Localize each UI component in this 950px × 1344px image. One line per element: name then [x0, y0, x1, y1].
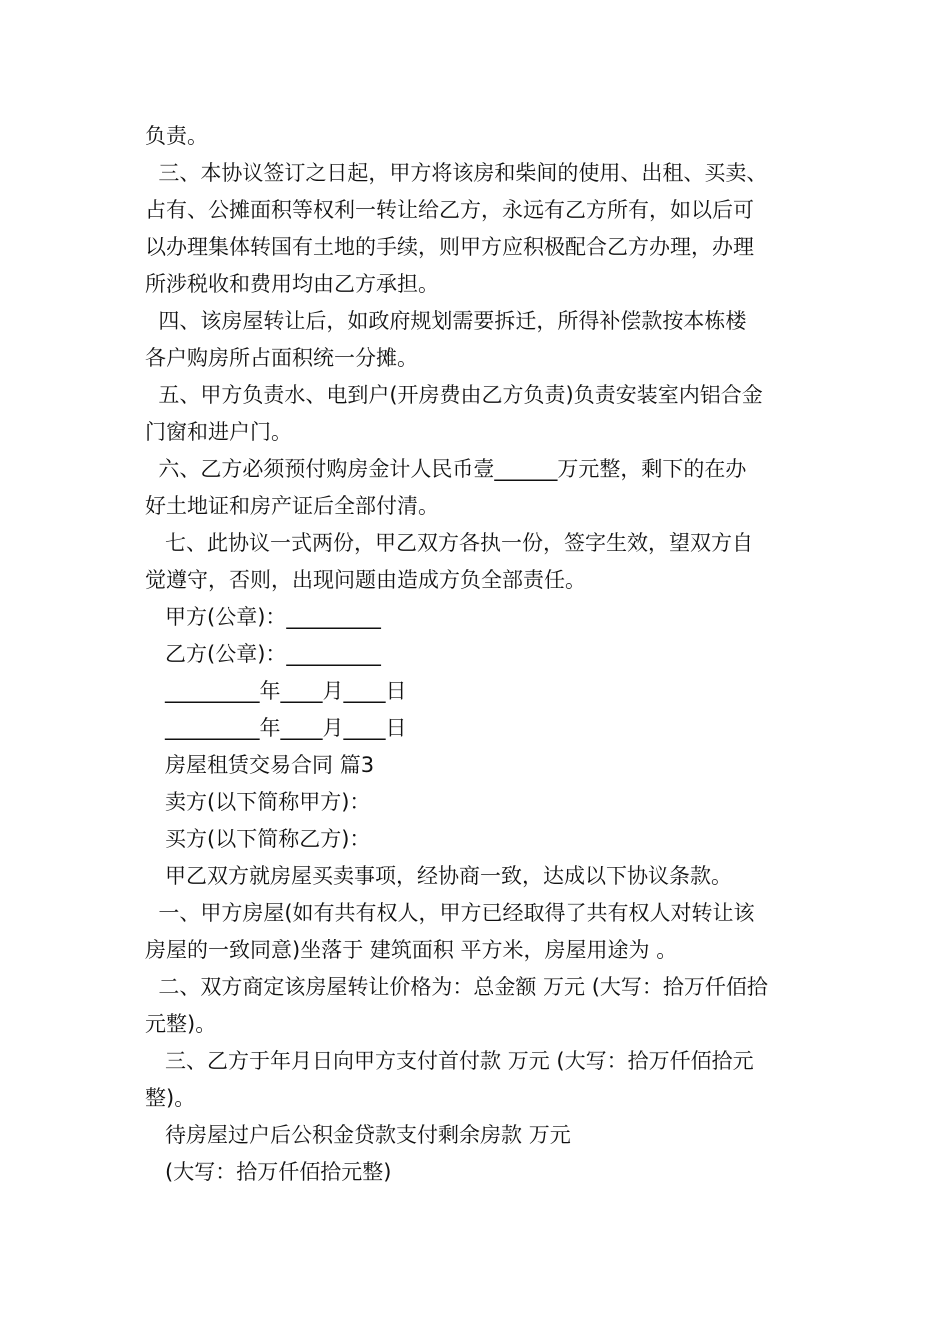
text-line: 元整)。: [145, 1012, 217, 1036]
clause-5-line: 五、甲方负责水、电到户(开房费由乙方负责)负责安装室内铝合金: [145, 383, 763, 407]
text-line: 整)。: [145, 1086, 196, 1110]
section-heading: 房屋租赁交易合同 篇3: [145, 753, 375, 777]
article-2-line: 二、双方商定该房屋转让价格为：总金额 万元 (大写：拾万仟佰拾: [145, 975, 768, 999]
text-line: 觉遵守，否则，出现问题由造成方负全部责任。: [145, 568, 586, 592]
buyer-line: 买方(以下简称乙方)：: [145, 827, 371, 851]
party-b-seal-line: 乙方(公章)：_________: [145, 642, 381, 666]
payment-line: 待房屋过户后公积金贷款支付剩余房款 万元: [145, 1123, 571, 1147]
clause-7-line: 七、此协议一式两份，甲乙双方各执一份，签字生效，望双方自: [145, 531, 754, 555]
text-line: 占有、公摊面积等权利一转让给乙方，永远有乙方所有，如以后可: [145, 198, 754, 222]
text-line: 房屋的一致同意)坐落于 建筑面积 平方米，房屋用途为 。: [145, 938, 678, 962]
clause-6-line: 六、乙方必须预付购房金计人民币壹______万元整，剩下的在办: [145, 457, 747, 481]
seller-line: 卖方(以下简称甲方)：: [145, 790, 371, 814]
clause-3-line: 三、本协议签订之日起，甲方将该房和柴间的使用、出租、买卖、: [145, 161, 768, 185]
text-line: 以办理集体转国有土地的手续，则甲方应积极配合乙方办理，办理: [145, 235, 754, 259]
article-1-line: 一、甲方房屋(如有共有权人，甲方已经取得了共有权人对转让该: [145, 901, 755, 925]
party-a-seal-line: 甲方(公章)：_________: [145, 605, 381, 629]
text-line: 门窗和进户门。: [145, 420, 292, 444]
payment-amount-line: (大写：拾万仟佰拾元整): [145, 1160, 392, 1184]
date-line: _________年____月____日: [145, 716, 407, 740]
document-body: [145, 118, 825, 1191]
clause-4-line: 四、该房屋转让后，如政府规划需要拆迁，所得补偿款按本栋楼: [145, 309, 747, 333]
text-line: 所涉税收和费用均由乙方承担。: [145, 272, 439, 296]
agreement-intro-line: 甲乙双方就房屋买卖事项，经协商一致，达成以下协议条款。: [145, 864, 733, 888]
text-line: 各户购房所占面积统一分摊。: [145, 346, 418, 370]
date-line: _________年____月____日: [145, 679, 407, 703]
text-line: 负责。: [145, 124, 208, 148]
text-line: 好土地证和房产证后全部付清。: [145, 494, 439, 518]
article-3-line: 三、乙方于年月日向甲方支付首付款 万元 (大写：拾万仟佰拾元: [145, 1049, 754, 1073]
